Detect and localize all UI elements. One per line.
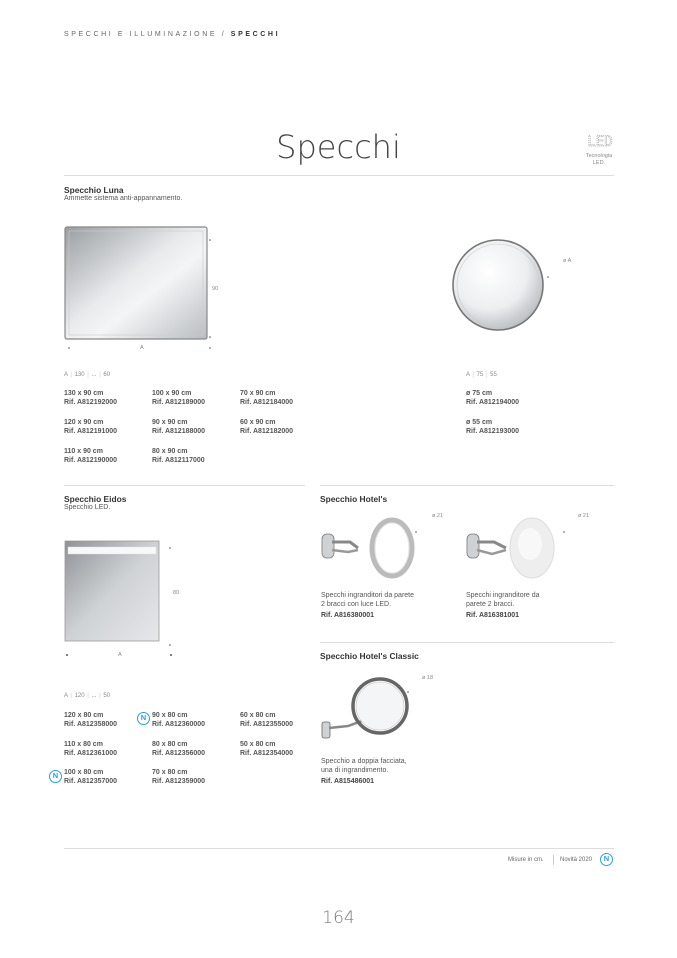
size-axis-label: A (466, 372, 470, 378)
product-item: 130 x 90 cm Rif. A812192000 (64, 390, 118, 406)
new-badge-icon: N (600, 853, 613, 866)
size-max: 130 (74, 372, 85, 378)
size-ellipsis: ... (91, 372, 97, 378)
hotels-item1-ref: Rif. A816380001 (321, 612, 375, 619)
luna-round-size-range: A | 75 | 55 (466, 372, 497, 378)
size-axis-label: A (64, 372, 68, 378)
luna-round-diameter-label: ø A (563, 258, 572, 264)
product-item: 80 x 90 cm Rif. A812117000 (152, 448, 205, 464)
hotels-classic-dim: ø 18 (422, 675, 434, 681)
led-logo-text: LED (587, 134, 613, 149)
size-axis-label: A (64, 693, 68, 699)
hotels-item1-description: Specchi ingranditori da parete 2 bracci con luce LED. (321, 592, 415, 608)
led-caption-line2: LED. (592, 159, 606, 166)
product-item: 90 x 80 cm Rif. A812360000 (152, 712, 206, 728)
product-item: 70 x 90 cm Rif. A812184000 (240, 390, 294, 406)
eidos-mirror-image (60, 536, 185, 651)
hotels-classic-title: Specchio Hotel's Classic (320, 651, 419, 661)
dim-marker (170, 654, 172, 656)
product-item: 100 x 80 cm Rif. A812357000 (64, 769, 118, 785)
breadcrumb (64, 31, 280, 38)
page-title: Specchi (276, 128, 401, 166)
eidos-width-label: A (118, 652, 122, 658)
dim-marker (66, 654, 68, 656)
luna-rect-size-range: A | 130 | ... | 60 (64, 372, 111, 378)
product-item: 120 x 80 cm Rif. A812358000 (64, 712, 118, 728)
product-item: ø 75 cm Rif. A812194000 (466, 390, 520, 406)
new-badge-icon: N (137, 712, 150, 725)
luna-rect-width-label: A (140, 345, 144, 351)
product-item: ø 55 cm Rif. A812193000 (466, 419, 520, 435)
luna-rect-height-label: 90 (212, 286, 219, 292)
measures-note: Misure in cm. (508, 857, 544, 863)
breadcrumb-separator: / (221, 31, 227, 38)
product-item: 60 x 80 cm Rif. A812355000 (240, 712, 294, 728)
eidos-title: Specchio Eidos (64, 494, 127, 504)
footer-divider (64, 848, 614, 849)
product-item: 90 x 90 cm Rif. A812188000 (152, 419, 206, 435)
luna-rect-mirror-image (60, 222, 225, 357)
size-min: 50 (103, 693, 111, 699)
product-item: 80 x 80 cm Rif. A812356000 (152, 741, 206, 757)
hotels-item2-ref: Rif. A816381001 (466, 612, 520, 619)
size-min: 55 (490, 372, 497, 378)
hotels-item2-description: Specchi ingranditore da parete 2 bracci. (466, 592, 540, 608)
hotels-item1-dim: ø 21 (432, 513, 444, 519)
breadcrumb-current: SPECCHI (230, 31, 281, 38)
size-min: 60 (103, 372, 111, 378)
product-item: 50 x 80 cm Rif. A812354000 (240, 741, 294, 757)
led-caption-line1: Tecnologia (585, 153, 613, 159)
led-logo (586, 133, 614, 149)
section-divider (64, 485, 305, 486)
led-caption (578, 153, 620, 166)
luna-round-mirror-image (450, 235, 560, 345)
hotels-title: Specchio Hotel's (320, 494, 388, 504)
footer-separator (553, 855, 554, 865)
hotels-classic-ref: Rif. A815486001 (321, 778, 375, 785)
novita-note: Novità 2020 (560, 857, 593, 863)
hotels-item2-dim: ø 21 (578, 513, 590, 519)
hotels-led-mirror-image (318, 512, 428, 587)
product-item: 110 x 90 cm Rif. A812190000 (64, 448, 118, 464)
new-badge-icon: N (49, 770, 62, 783)
luna-title: Specchio Luna (64, 185, 124, 195)
size-ellipsis: ... (91, 693, 97, 699)
eidos-subtitle: Specchio LED. (64, 504, 111, 511)
product-item: 110 x 80 cm Rif. A812361000 (64, 741, 118, 757)
section-divider (320, 485, 614, 486)
product-item: 70 x 80 cm Rif. A812359000 (152, 769, 206, 785)
title-divider (64, 175, 614, 176)
eidos-height-label: 80 (173, 590, 180, 596)
eidos-size-range: A | 120 | ... | 50 (64, 693, 111, 699)
hotels-classic-mirror-image (318, 670, 418, 750)
product-item: 120 x 90 cm Rif. A812191000 (64, 419, 118, 435)
size-max: 120 (74, 693, 85, 699)
luna-subtitle: Ammette sistema anti-appannamento. (64, 195, 183, 202)
product-item: 100 x 90 cm Rif. A812189000 (152, 390, 206, 406)
section-divider (320, 642, 614, 643)
hotels-classic-description: Specchio a doppia facciata, una di ingrandimento. (321, 758, 407, 774)
size-max: 75 (476, 372, 484, 378)
breadcrumb-section: SPECCHI E ILLUMINAZIONE (64, 31, 218, 38)
page-number: 164 (322, 908, 355, 928)
hotels-mirror-image (464, 512, 574, 587)
product-item: 60 x 90 cm Rif. A812182000 (240, 419, 294, 435)
